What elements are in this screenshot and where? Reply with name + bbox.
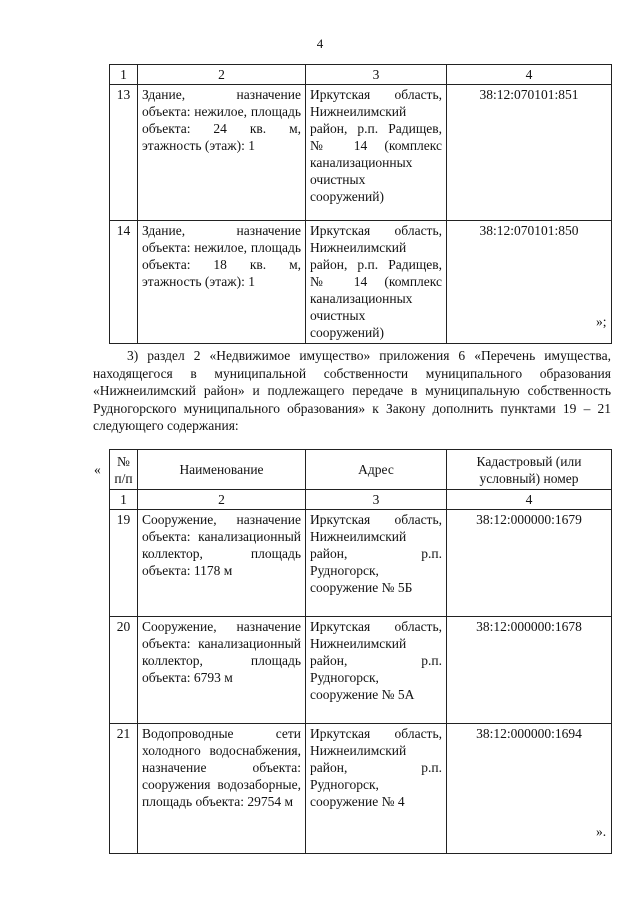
row-number: 14 <box>110 221 138 344</box>
column-header-number: № п/п <box>110 450 138 490</box>
object-name: Здание, назначение объекта: нежилое, площадь объекта: 18 кв. м, этажность (этаж): 1 <box>138 221 306 344</box>
object-address: Иркутская область, Нижнеилимский район, р.п. Радищев, № 14 (комплекс канализационных очистных сооружений) <box>306 85 447 221</box>
cadastral-number: 38:12:070101:851 <box>447 85 612 221</box>
col-number-2: 2 <box>138 65 306 85</box>
cadastral-number: 38:12:000000:1678 <box>447 617 612 724</box>
opening-quote: « <box>94 462 101 477</box>
col-number-2: 2 <box>138 490 306 510</box>
column-header-cadastral: Кадастровый (или условный) номер <box>447 450 612 490</box>
table-row <box>110 510 612 617</box>
object-address: Иркутская область, Нижнеилимский район, р.п. Рудногорск, сооружение № 4 <box>306 724 447 854</box>
row-number: 20 <box>110 617 138 724</box>
object-name: Сооружение, назначение объекта: канализационный коллектор, площадь объекта: 6793 м <box>138 617 306 724</box>
cadastral-number: 38:12:000000:1694 <box>447 724 612 854</box>
table-objects-rudnogorsk <box>109 449 612 854</box>
cadastral-number: 38:12:070101:850 <box>447 221 612 344</box>
table-header-row <box>110 450 612 490</box>
col-number-1: 1 <box>110 490 138 510</box>
closing-quote: »; <box>596 314 607 329</box>
col-number-4: 4 <box>447 65 612 85</box>
table-row <box>110 724 612 854</box>
table-header-row <box>110 65 612 85</box>
table-row <box>110 85 612 221</box>
col-number-3: 3 <box>306 65 447 85</box>
object-name: Сооружение, назначение объекта: канализационный коллектор, площадь объекта: 1178 м <box>138 510 306 617</box>
table-numbering-row <box>110 490 612 510</box>
object-address: Иркутская область, Нижнеилимский район, р.п. Радищев, № 14 (комплекс канализационных очистных сооружений) <box>306 221 447 344</box>
page-number: 4 <box>316 36 324 51</box>
cadastral-number: 38:12:000000:1679 <box>447 510 612 617</box>
row-number: 21 <box>110 724 138 854</box>
row-number: 19 <box>110 510 138 617</box>
object-address: Иркутская область, Нижнеилимский район, р.п. Рудногорск, сооружение № 5А <box>306 617 447 724</box>
table-row <box>110 221 612 344</box>
paragraph-text: 3) раздел 2 «Недвижимое имущество» приложения 6 «Перечень имущества, находящегося в муниципальной собственности муниципального образования «Нижнеилимский район» и подлежащего передаче в муниципальную собственность Рудногорского муниципального образования» к Закону дополнить пунктами 19 – 21 следующего содержания: <box>93 348 611 433</box>
object-name: Здание, назначение объекта: нежилое, площадь объекта: 24 кв. м, этажность (этаж): 1 <box>138 85 306 221</box>
object-address: Иркутская область, Нижнеилимский район, р.п. Рудногорск, сооружение № 5Б <box>306 510 447 617</box>
column-header-name: Наименование <box>138 450 306 490</box>
amendment-paragraph <box>93 347 611 435</box>
column-header-address: Адрес <box>306 450 447 490</box>
col-number-4: 4 <box>447 490 612 510</box>
row-number: 13 <box>110 85 138 221</box>
col-number-3: 3 <box>306 490 447 510</box>
table-objects-radishchev <box>109 64 612 344</box>
col-number-1: 1 <box>110 65 138 85</box>
table-row <box>110 617 612 724</box>
object-name: Водопроводные сети холодного водоснабжения, назначение объекта: сооружения водозаборные, площадь объекта: 29754 м <box>138 724 306 854</box>
closing-quote: ». <box>596 824 607 839</box>
